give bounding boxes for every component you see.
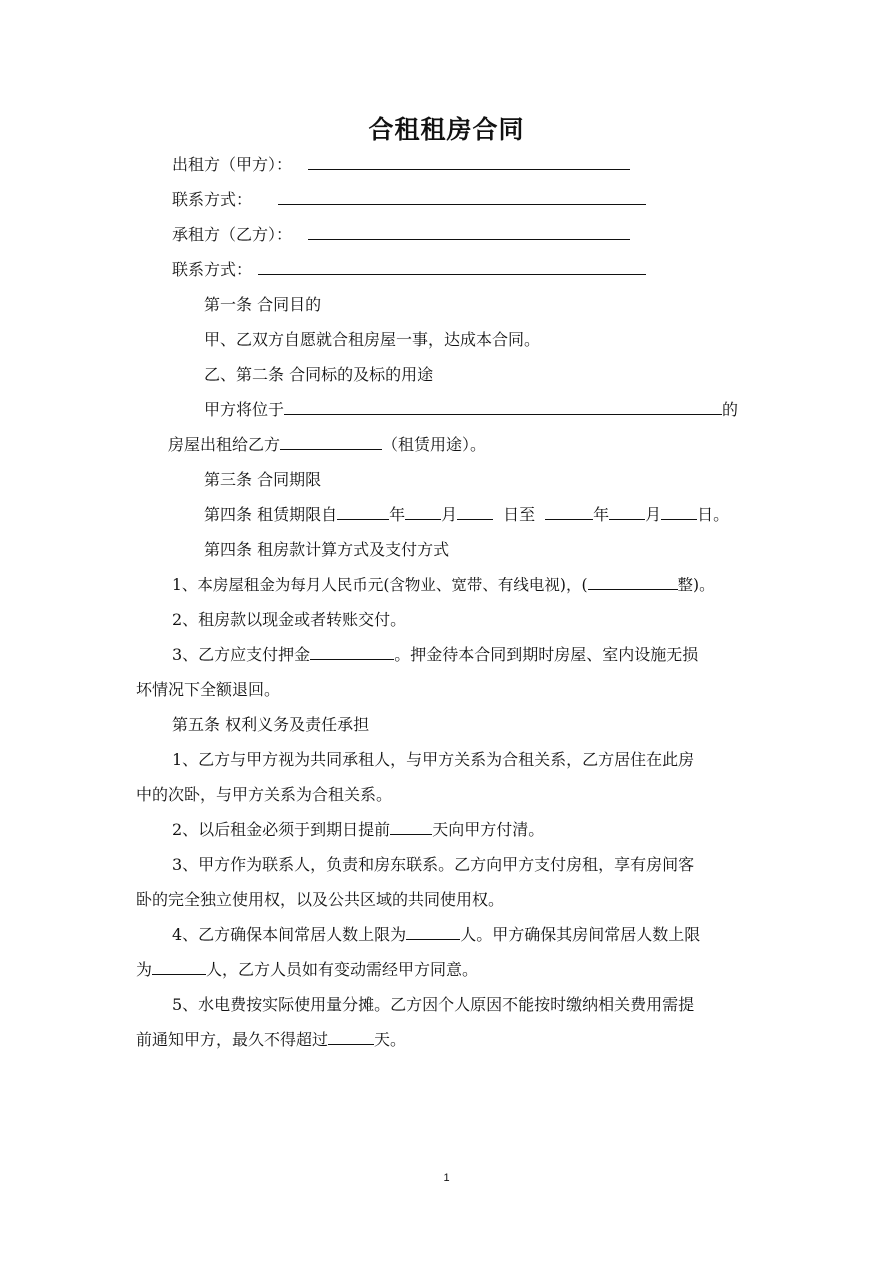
deposit-text: 3、乙方应支付押金 [172,645,311,664]
term-label: 第四条 租赁期限自 [204,505,338,524]
article2-text-c: 房屋出租给乙方 [168,435,281,454]
article2-text-d: （租赁用途）。 [382,435,487,454]
lessee-occupancy-blank[interactable] [406,925,460,940]
page-number: 1 [443,1172,450,1184]
term-end-month-label: 月 [645,505,662,524]
lessee-line [172,225,630,245]
article5-item4-cont [136,960,478,980]
article5-item2 [172,820,544,840]
advance-days-end: 天向甲方付清。 [432,820,545,839]
article5-item5-cont [136,1030,406,1050]
deposit-line-cont: 坏情况下全额退回。 [136,680,281,699]
lessor-occupancy-blank[interactable] [152,960,206,975]
start-day-blank[interactable] [457,505,493,520]
notice-days-end: 天。 [374,1030,407,1049]
article2-location-line [204,400,738,420]
lessee-contact-line [172,260,646,280]
article2-heading: 乙、第二条 合同标的及标的用途 [204,365,434,384]
lease-term-line [204,505,729,525]
article5-item3: 3、甲方作为联系人，负责和房东联系。乙方向甲方支付房租，享有房间客 [172,855,695,874]
end-day-blank[interactable] [661,505,697,520]
lessee-blank[interactable] [308,225,630,240]
occupancy-text: 4、乙方确保本间常居人数上限为 [172,925,407,944]
occupancy-text-b: 人。甲方确保其房间常居人数上限 [460,925,701,944]
lessor-contact-blank[interactable] [278,190,646,205]
deposit-blank[interactable] [310,645,394,660]
term-end-label: 日。 [697,505,730,524]
advance-days-text: 2、以后租金必须于到期日提前 [172,820,391,839]
document-title: 合租租房合同 [368,115,525,144]
advance-days-blank[interactable] [390,820,432,835]
lessor-line [172,155,630,175]
start-year-blank[interactable] [337,505,389,520]
occupancy-text-c: 为 [136,960,153,979]
lessee-contact-label: 联系方式： [172,260,253,279]
article5-heading: 第五条 权利义务及责任承担 [172,715,370,734]
article5-item5: 5、水电费按实际使用量分摊。乙方因个人原因不能按时缴纳相关费用需提 [172,995,695,1014]
term-year-label: 年 [389,505,406,524]
article5-item4 [172,925,700,945]
article5-item1: 1、乙方与甲方视为共同承租人，与甲方关系为合租关系，乙方居住在此房 [172,750,695,769]
rent-amount-blank[interactable] [588,575,678,590]
end-year-blank[interactable] [545,505,593,520]
lessee-contact-blank[interactable] [258,260,646,275]
deposit-line [172,645,698,665]
rent-amount-line [172,575,715,595]
term-month-label: 月 [441,505,458,524]
article1-text: 甲、乙双方自愿就合租房屋一事，达成本合同。 [204,330,541,349]
payment-method-line: 2、租房款以现金或者转账交付。 [172,610,407,629]
term-end-year-label: 年 [593,505,610,524]
lessor-blank[interactable] [308,155,630,170]
article2-text-b: 的 [722,400,739,419]
lessor-label: 出租方（甲方）： [172,155,293,174]
location-blank[interactable] [284,400,722,415]
article5-item1-cont: 中的次卧，与甲方关系为合租关系。 [136,785,393,804]
lessee-label: 承租方（乙方）： [172,225,293,244]
rent-amount-text: 1、本房屋租金为每月人民币元(含物业、宽带、有线电视)，( [172,576,588,594]
article3-heading: 第三条 合同期限 [204,470,322,489]
article1-heading: 第一条 合同目的 [204,295,322,314]
use-blank[interactable] [280,435,382,450]
end-month-blank[interactable] [609,505,645,520]
article5-item3-cont: 卧的完全独立使用权，以及公共区域的共同使用权。 [136,890,505,909]
start-month-blank[interactable] [405,505,441,520]
occupancy-text-d: 人，乙方人员如有变动需经甲方同意。 [206,960,479,979]
article2-use-line [168,435,486,455]
notice-days-blank[interactable] [328,1030,374,1045]
article2-text-a: 甲方将位于 [204,400,285,419]
rent-amount-end: 整)。 [677,576,715,594]
lessor-contact-line [172,190,646,210]
deposit-text-b: 。押金待本合同到期时房屋、室内设施无损 [394,645,699,664]
lessor-contact-label: 联系方式： [172,190,253,209]
term-day-to-label: 日至 [503,505,536,524]
notice-text: 前通知甲方，最久不得超过 [136,1030,329,1049]
article4-heading: 第四条 租房款计算方式及支付方式 [204,540,450,559]
